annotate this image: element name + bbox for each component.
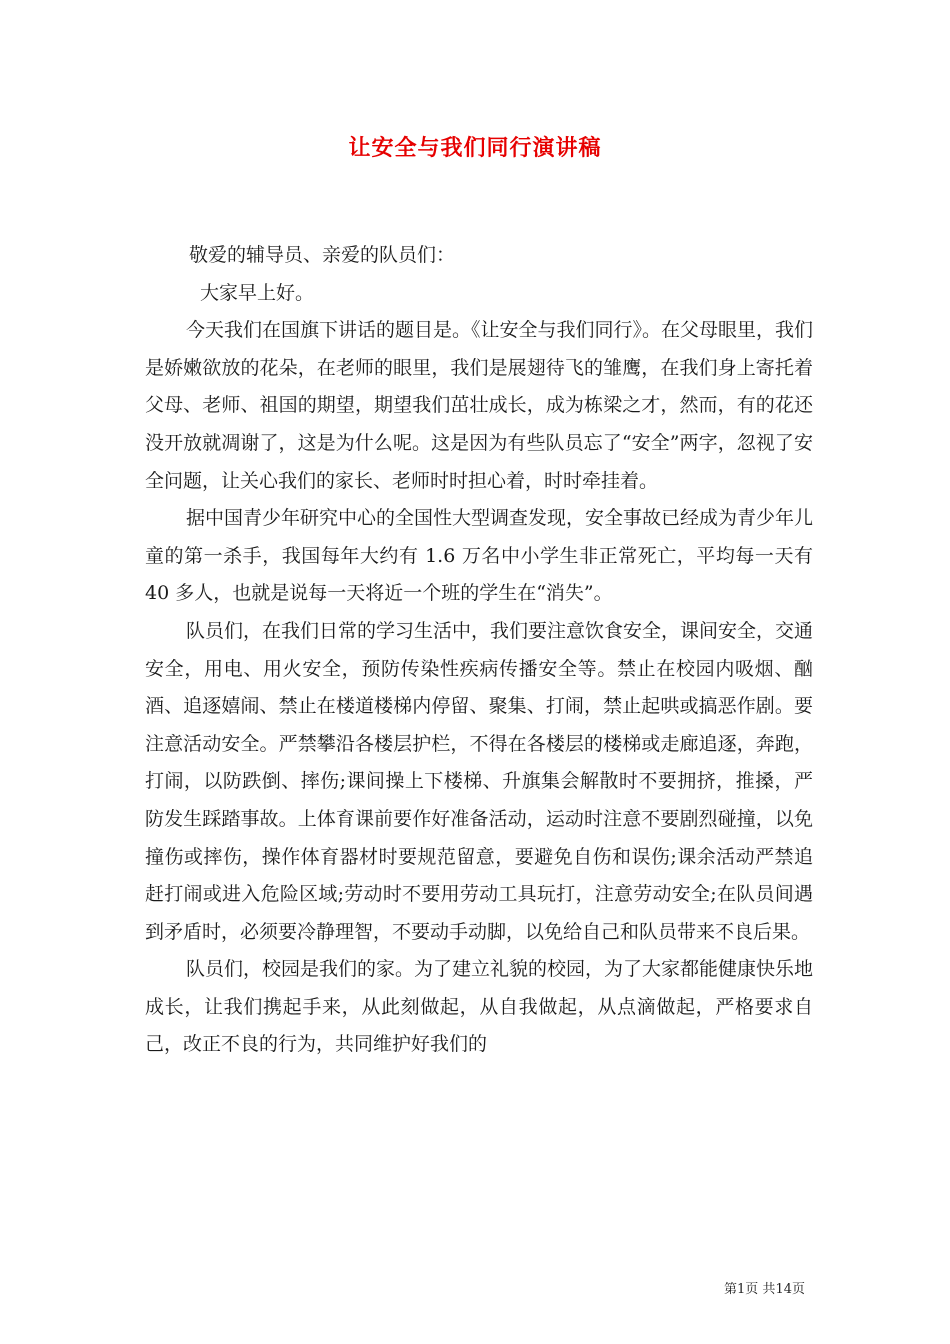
- footer-page-number: 1: [737, 1282, 746, 1297]
- footer-suffix: 页: [791, 1282, 805, 1297]
- paragraph-2: 据中国青少年研究中心的全国性大型调查发现，安全事故已经成为青少年儿童的第一杀手，我国每年大约有 1.6 万名中小学生非正常死亡，平均每一天有 40 多人，也就是说每一天将近一个班的学生在“消失”。: [145, 507, 814, 605]
- paragraph-4: 队员们，校园是我们的家。为了建立礼貌的校园，为了大家都能健康快乐地成长，让我们携起手来，从此刻做起，从自我做起，从点滴做起，严格要求自己，改正不良的行为，共同维护好我们的: [145, 958, 814, 1056]
- paragraph-1: 今天我们在国旗下讲话的题目是。《让安全与我们同行》。在父母眼里，我们是娇嫩欲放的花朵，在老师的眼里，我们是展翅待飞的雏鹰，在我们身上寄托着父母、老师、祖国的期望，期望我们茁壮成长，成为栋梁之才，然而，有的花还没开放就凋谢了，这是为什么呢。这是因为有些队员忘了“安全”两字，忽视了安全问题，让关心我们的家长、老师时时担心着，时时牵挂着。: [145, 319, 814, 492]
- footer-prefix: 第: [724, 1282, 738, 1297]
- document-body: [145, 237, 813, 1064]
- paragraph-3: 队员们，在我们日常的学习生活中，我们要注意饮食安全，课间安全，交通安全，用电、用火安全，预防传染性疾病传播安全等。禁止在校园内吸烟、酗酒、追逐嬉闹、禁止在楼道楼梯内停留、聚集、打闹，禁止起哄或搞恶作剧。要注意活动安全。严禁攀沿各楼层护栏，不得在各楼层的楼梯或走廊追逐，奔跑，打闹，以防跌倒、摔伤;课间操上下楼梯、升旗集会解散时不要拥挤，推搡，严防发生踩踏事故。上体育课前要作好准备活动，运动时注意不要剧烈碰撞，以免撞伤或摔伤，操作体育器材时要规范留意，要避免自伤和误伤;课余活动严禁追赶打闹或进入危险区域;劳动时不要用劳动工具玩打，注意劳动安全;在队员间遇到矛盾时，必须要冷静理智，不要动手动脚，以免给自己和队员带来不良后果。: [145, 619, 814, 943]
- page-footer: [724, 1278, 805, 1297]
- document-title: 让安全与我们同行演讲稿: [348, 135, 602, 161]
- salutation: 敬爱的辅导员、亲爱的队员们：: [189, 244, 456, 266]
- footer-middle: 页 共: [745, 1282, 776, 1297]
- footer-total-pages: 14: [775, 1282, 792, 1297]
- greeting: 大家早上好。: [200, 281, 315, 304]
